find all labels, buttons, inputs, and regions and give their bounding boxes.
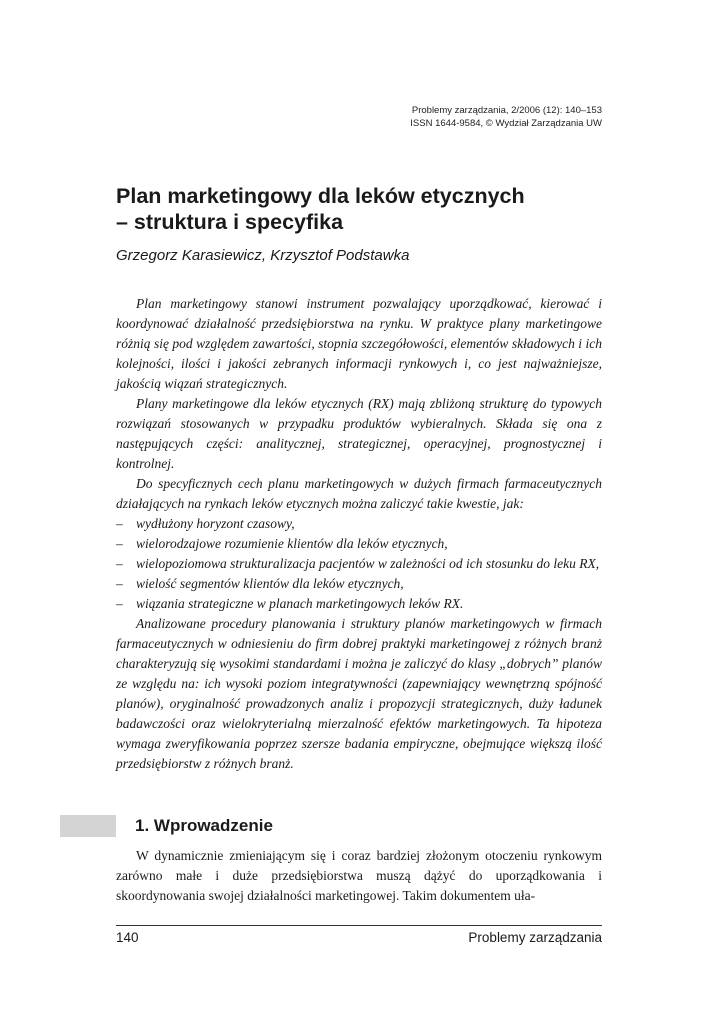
section-heading: 1. Wprowadzenie <box>135 816 273 835</box>
footer-divider <box>116 925 602 926</box>
section-marker <box>60 815 116 837</box>
abstract <box>116 294 602 774</box>
list-item <box>116 594 602 614</box>
dash-bullet: – <box>116 516 123 531</box>
abstract-paragraph-4: Analizowane procedury planowania i struktury planów marketingowych w firmach farmaceutycznych w odniesieniu do firm dobrej praktyki marketingowej z różnych branż charakteryzują się wysokimi standardami i można je zaliczyć do klasy „dobrych” planów ze względu na: ich wysoki poziom integratywności (zapewniający wewnętrzną spójność planów), oryginalność prowadzonych analiz i propozycji strategicznych, duży ładunek badawczości oraz wielokryterialną mierzalność efektów marketingowych. Ta hipoteza wymaga zweryfikowania poprzez szersze badania empiryczne, obejmujące większą ilość przedsiębiorstw z różnych branż. <box>116 616 602 771</box>
list-item-text: wydłużony horyzont czasowy, <box>136 516 295 531</box>
dash-bullet: – <box>116 556 123 571</box>
list-item <box>116 574 602 594</box>
body-paragraph-1: W dynamicznie zmieniającym się i coraz bardziej złożonym otoczeniu rynkowym zarówno małe i duże przedsiębiorstwa muszą dążyć do uporządkowania i skoordynowania swojej działalności marketingowej. Takim dokumentem uła- <box>116 848 602 903</box>
journal-citation: Problemy zarządzania, 2/2006 (12): 140–153 <box>411 105 602 116</box>
dash-bullet: – <box>116 536 123 551</box>
footer-journal-name: Problemy zarządzania <box>468 930 602 945</box>
abstract-paragraph-1: Plan marketingowy stanowi instrument pozwalający uporządkować, kierować i koordynować działalność przedsiębiorstwa na rynku. W praktyce plany marketingowe różnią się pod względem zawartości, stopnia szczegółowości, elementów składowych i ich kolejności, ilości i jakości zebranych informacji rynkowych i, co jest najważniejsze, jakością wiązań strategicznych. <box>116 296 602 391</box>
page-number: 140 <box>116 930 139 945</box>
abstract-paragraph-3: Do specyficznych cech planu marketingowych w dużych firmach farmaceutycznych działających na rynkach leków etycznych można zaliczyć takie kwestie, jak: <box>116 476 602 511</box>
abstract-list <box>116 514 602 614</box>
journal-header <box>410 104 602 130</box>
body-text <box>116 846 602 906</box>
article-title <box>116 183 616 235</box>
article-authors: Grzegorz Karasiewicz, Krzysztof Podstawka <box>116 247 410 264</box>
dash-bullet: – <box>116 576 123 591</box>
list-item <box>116 534 602 554</box>
dash-bullet: – <box>116 596 123 611</box>
list-item <box>116 514 602 534</box>
list-item-text: wielorodzajowe rozumienie klientów dla leków etycznych, <box>136 536 448 551</box>
list-item-text: wielość segmentów klientów dla leków etycznych, <box>136 576 404 591</box>
title-line-1: Plan marketingowy dla leków etycznych <box>116 184 525 208</box>
abstract-paragraph-2: Plany marketingowe dla leków etycznych (RX) mają zbliżoną strukturę do typowych rozwiązań stosowanych w przypadku produktów wybieralnych. Składa się ona z następujących części: analitycznej, strategicznej, operacyjnej, prognostycznej i kontrolnej. <box>116 396 602 471</box>
journal-issn: ISSN 1644-9584, © Wydział Zarządzania UW <box>410 118 602 129</box>
list-item-text: wiązania strategiczne w planach marketingowych leków RX. <box>136 596 464 611</box>
title-line-2: – struktura i specyfika <box>116 210 344 234</box>
list-item-text: wielopoziomowa strukturalizacja pacjentów w zależności od ich stosunku do leku RX, <box>136 556 600 571</box>
list-item <box>116 554 602 574</box>
